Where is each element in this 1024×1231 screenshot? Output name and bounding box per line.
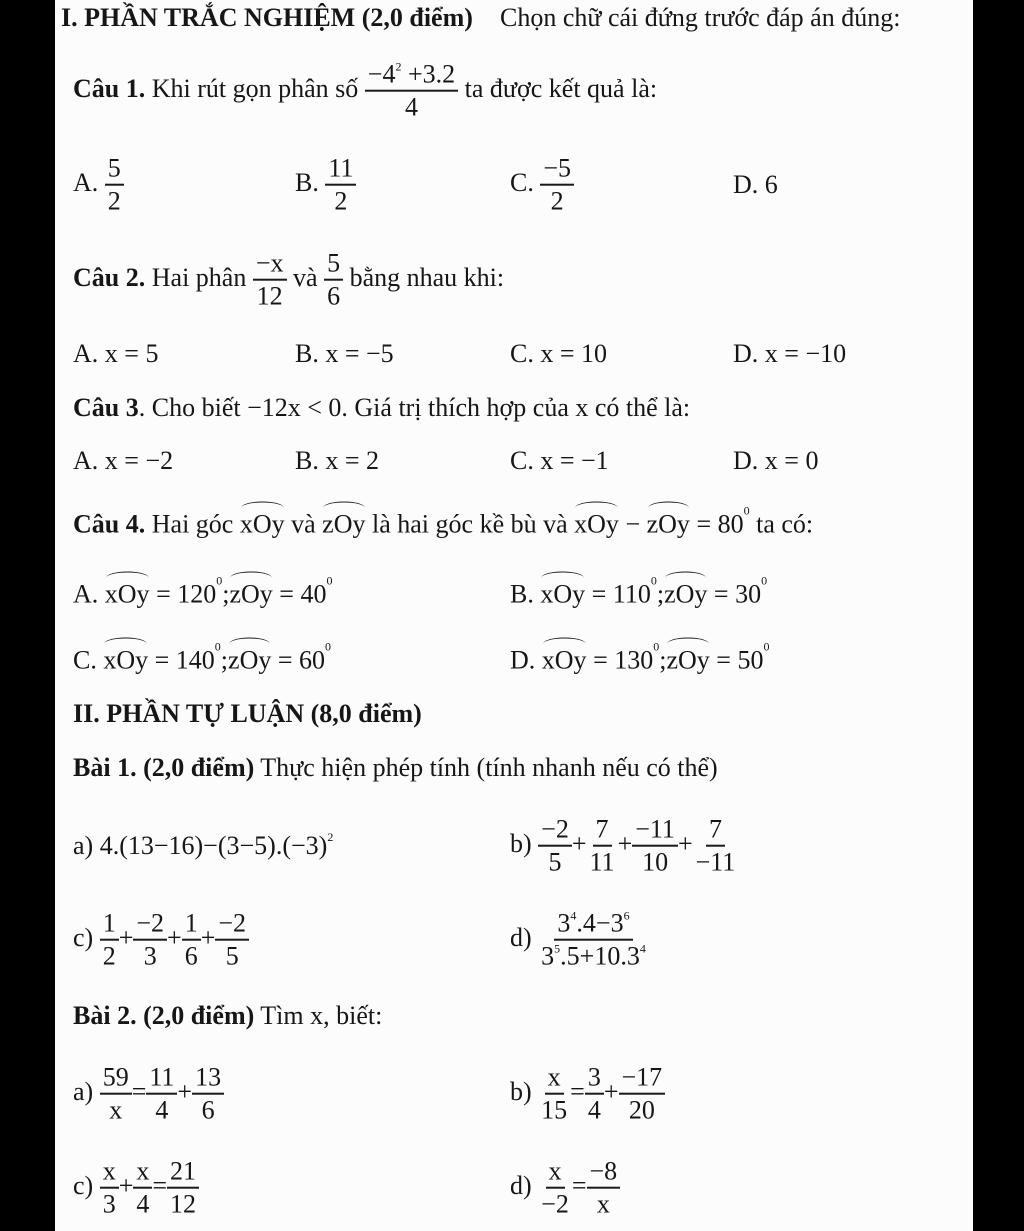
q4-option-b[interactable]: B. xOy = $110^0;zOy = 30^0$ <box>510 573 768 609</box>
bai1-text: Thực hiện phép tính (tính nhanh nếu có thể) <box>260 753 718 782</box>
bai1-a: a) $4.(13-16)-(3-5).(-3)^2$ <box>73 830 334 860</box>
q1-text-2: ta được kết quả là: <box>464 73 658 103</box>
q1-fraction: $\frac{-4^2 +3.2}{4}$ <box>365 61 458 122</box>
exam-sheet <box>55 0 973 1231</box>
bai2-row-ab <box>55 1058 973 1130</box>
q1-option-b[interactable]: B. $\frac{11}{2}$ <box>295 155 356 216</box>
bai2-label: Bài 2. (2,0 điểm) <box>73 1001 255 1030</box>
bai1-d: d) $\frac{3^4.4-3^6}{3^5.5+10.3^4}$ <box>510 908 646 971</box>
bai1-row-cd <box>55 904 973 976</box>
q1-option-d[interactable]: D. 6 <box>733 170 778 199</box>
part2-title: II. PHẦN TỰ LUẬN (8,0 điểm) <box>73 699 422 728</box>
question-3 <box>55 390 973 426</box>
part1-title: I. PHẦN TRẮC NGHIỆM (2,0 điểm) <box>61 3 473 32</box>
question-4: Câu 4. Hai góc xOy và zOy là hai góc kề bù và xOy − zOy = $80^0$ ta có: <box>73 503 814 539</box>
q3-label: Câu 3 <box>73 393 139 422</box>
bai2-a: a) $\frac{59}{x}$ = $\frac{11}{4}$ + $\frac{13}{6}$ <box>73 1064 224 1125</box>
bai1-row-ab <box>55 810 973 882</box>
q2-option-b[interactable]: B. x = −5 <box>295 339 394 368</box>
q2-option-d[interactable]: D. x = −10 <box>733 339 847 368</box>
q4-option-a[interactable]: A. xOy = $120^0;zOy = 40^0$ <box>73 573 333 609</box>
q1-option-c[interactable]: C. $\frac{-5}{2}$ <box>510 155 574 216</box>
q4-label: Câu 4. <box>73 509 146 539</box>
q1-text-1: Khi rút gọn phân số <box>151 73 359 103</box>
q3-option-b[interactable]: B. x = 2 <box>295 446 380 475</box>
part2-header <box>55 694 973 734</box>
q4-option-c[interactable]: C. xOy = $140^0;zOy = 60^0$ <box>73 639 332 675</box>
q4-options-row-2 <box>55 636 973 680</box>
q3-options <box>55 443 973 479</box>
q2-options <box>55 336 973 372</box>
bai2-c: c) $\frac{x}{3}$ + $\frac{x}{4}$ = $\frac{21}{12}$ <box>73 1158 199 1219</box>
bai2-row-cd <box>55 1152 973 1224</box>
q3-option-c[interactable]: C. x = −1 <box>510 446 609 475</box>
q1-label: Câu 1. <box>73 73 146 103</box>
part1-instruction: Chọn chữ cái đứng trước đáp án đúng: <box>500 3 901 32</box>
q2-option-a[interactable]: A. x = 5 <box>73 339 159 368</box>
q3-option-d[interactable]: D. x = 0 <box>733 446 819 475</box>
bai1-b: b) $\frac{-2}{5}$ + $\frac{7}{11}$ + $\frac{-11}{10}$ + $\frac{7}{-11}$ <box>510 814 736 877</box>
bai1-label: Bài 1. (2,0 điểm) <box>73 753 255 782</box>
q2-fraction-2: $\frac{5}{6}$ <box>324 250 343 311</box>
q2-option-c[interactable]: C. x = 10 <box>510 339 608 368</box>
bai2-d: d) $\frac{x}{-2}$ = $\frac{-8}{x}$ <box>510 1158 620 1219</box>
bai2-b: b) $\frac{x}{15}$ = $\frac{3}{4}$ + $\frac{-17}{20}$ <box>510 1064 665 1125</box>
q3-option-a[interactable]: A. x = −2 <box>73 446 174 475</box>
bai2-header <box>55 996 973 1036</box>
bai1-header <box>55 748 973 788</box>
q3-text: . Cho biết −12x < 0. Giá trị thích hợp của x có thể là: <box>138 393 691 422</box>
q2-label: Câu 2. <box>73 262 146 292</box>
question-2: Câu 2. Hai phân $\frac{-x}{12}$ và $\frac{5}{6}$ bằng nhau khi: <box>73 248 505 311</box>
q1-options <box>55 150 973 220</box>
q2-fraction-1: $\frac{-x}{12}$ <box>253 250 287 311</box>
part1-header <box>55 0 973 36</box>
q1-option-a[interactable]: A. $\frac{5}{2}$ <box>73 155 124 216</box>
q4-option-d[interactable]: D. xOy = $130^0;zOy = 50^0$ <box>510 639 770 675</box>
question-1 <box>55 56 973 126</box>
q4-options-row-1 <box>55 570 973 614</box>
bai1-c: c) $\frac{1}{2}$ + $\frac{-2}{3}$ + $\frac{1}{6}$ + $\frac{-2}{5}$ <box>73 910 249 971</box>
bai2-text: Tìm x, biết: <box>260 1001 383 1030</box>
